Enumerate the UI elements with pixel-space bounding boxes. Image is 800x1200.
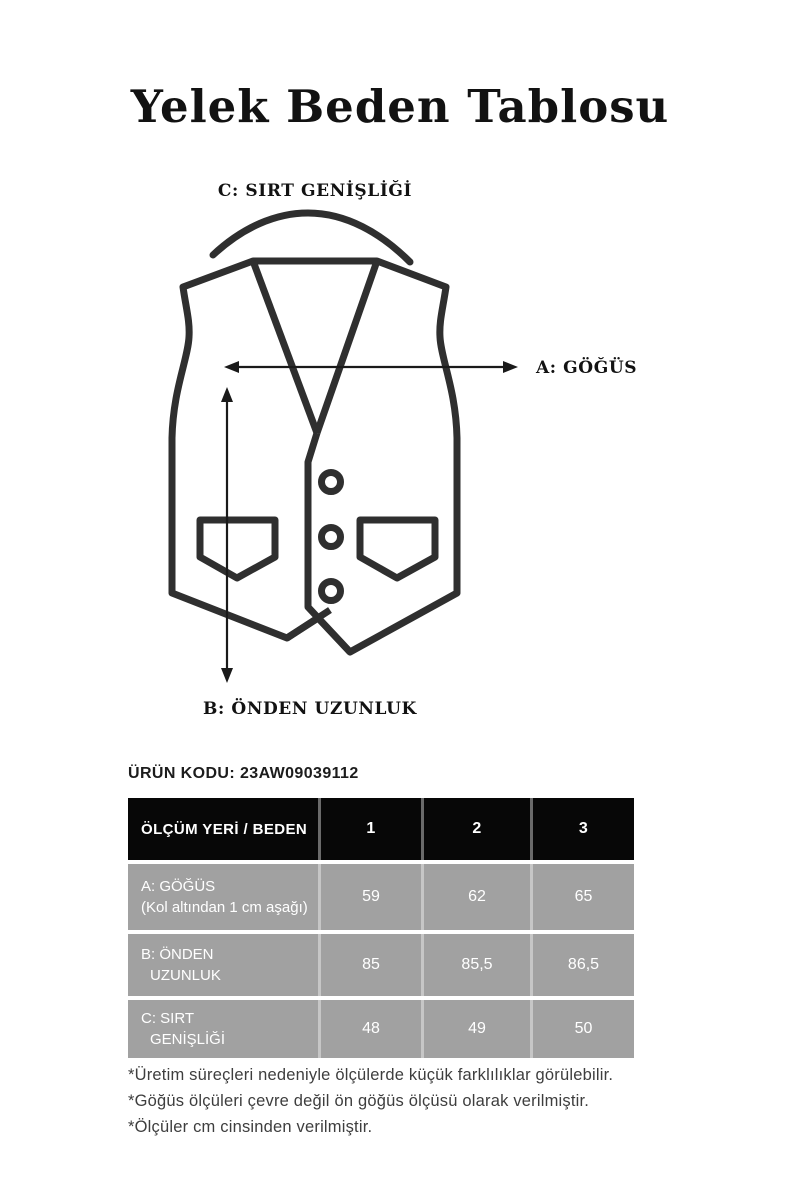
product-code bbox=[128, 765, 359, 783]
table-header-size-2: 2 bbox=[421, 798, 530, 860]
table-cell-front-length-size-1: 85 bbox=[318, 934, 421, 996]
footnotes bbox=[128, 1062, 613, 1140]
note-line-2: *Göğüs ölçüleri çevre değil ön göğüs ölçüsü olarak verilmiştir. bbox=[128, 1092, 590, 1110]
product-code-label: ÜRÜN KODU: bbox=[128, 765, 236, 782]
button-middle bbox=[322, 528, 341, 547]
vest-outline bbox=[172, 261, 457, 652]
chest-label: A: GÖĞÜS bbox=[536, 358, 638, 378]
vest-diagram-icon bbox=[140, 200, 540, 760]
back-width-arc bbox=[213, 213, 410, 262]
table-row-label-back-width bbox=[128, 1000, 318, 1058]
row-label-line1: B: ÖNDEN bbox=[141, 946, 214, 963]
table-cell-chest-size-2: 62 bbox=[421, 864, 530, 930]
note-line-3: *Ölçüler cm cinsinden verilmiştir. bbox=[128, 1118, 373, 1136]
table-row-label-chest bbox=[128, 864, 318, 930]
table-cell-front-length-size-2: 85,5 bbox=[421, 934, 530, 996]
note-line-1: *Üretim süreçleri nedeniyle ölçülerde küçük farklılıklar görülebilir. bbox=[128, 1066, 614, 1084]
table-cell-chest-size-1: 59 bbox=[318, 864, 421, 930]
page-title: Yelek Beden Tablosu bbox=[130, 80, 670, 133]
product-code-value: 23AW09039112 bbox=[239, 765, 359, 782]
table-cell-back-width-size-3: 50 bbox=[530, 1000, 634, 1058]
row-label-line2: (Kol altından 1 cm aşağı) bbox=[141, 899, 308, 916]
row-label-line1: C: SIRT bbox=[141, 1010, 195, 1027]
table-row-label-front-length bbox=[128, 934, 318, 996]
table-cell-front-length-size-3: 86,5 bbox=[530, 934, 634, 996]
size-table bbox=[128, 798, 634, 1058]
table-cell-chest-size-3: 65 bbox=[530, 864, 634, 930]
table-cell-back-width-size-1: 48 bbox=[318, 1000, 421, 1058]
button-bottom bbox=[322, 582, 341, 601]
table-header-size-3: 3 bbox=[530, 798, 634, 860]
row-label-line2: GENİŞLİĞİ bbox=[150, 1031, 226, 1048]
table-cell-back-width-size-2: 49 bbox=[421, 1000, 530, 1058]
row-label-line2: UZUNLUK bbox=[150, 967, 221, 984]
row-label-line1: A: GÖĞÜS bbox=[141, 878, 216, 895]
table-header-size-1: 1 bbox=[318, 798, 421, 860]
table-header-measure: ÖLÇÜM YERİ / BEDEN bbox=[128, 798, 318, 860]
front-length-label: B: ÖNDEN UZUNLUK bbox=[203, 699, 417, 719]
button-top bbox=[322, 473, 341, 492]
back-width-label: C: SIRT GENİŞLİĞİ bbox=[217, 181, 413, 201]
